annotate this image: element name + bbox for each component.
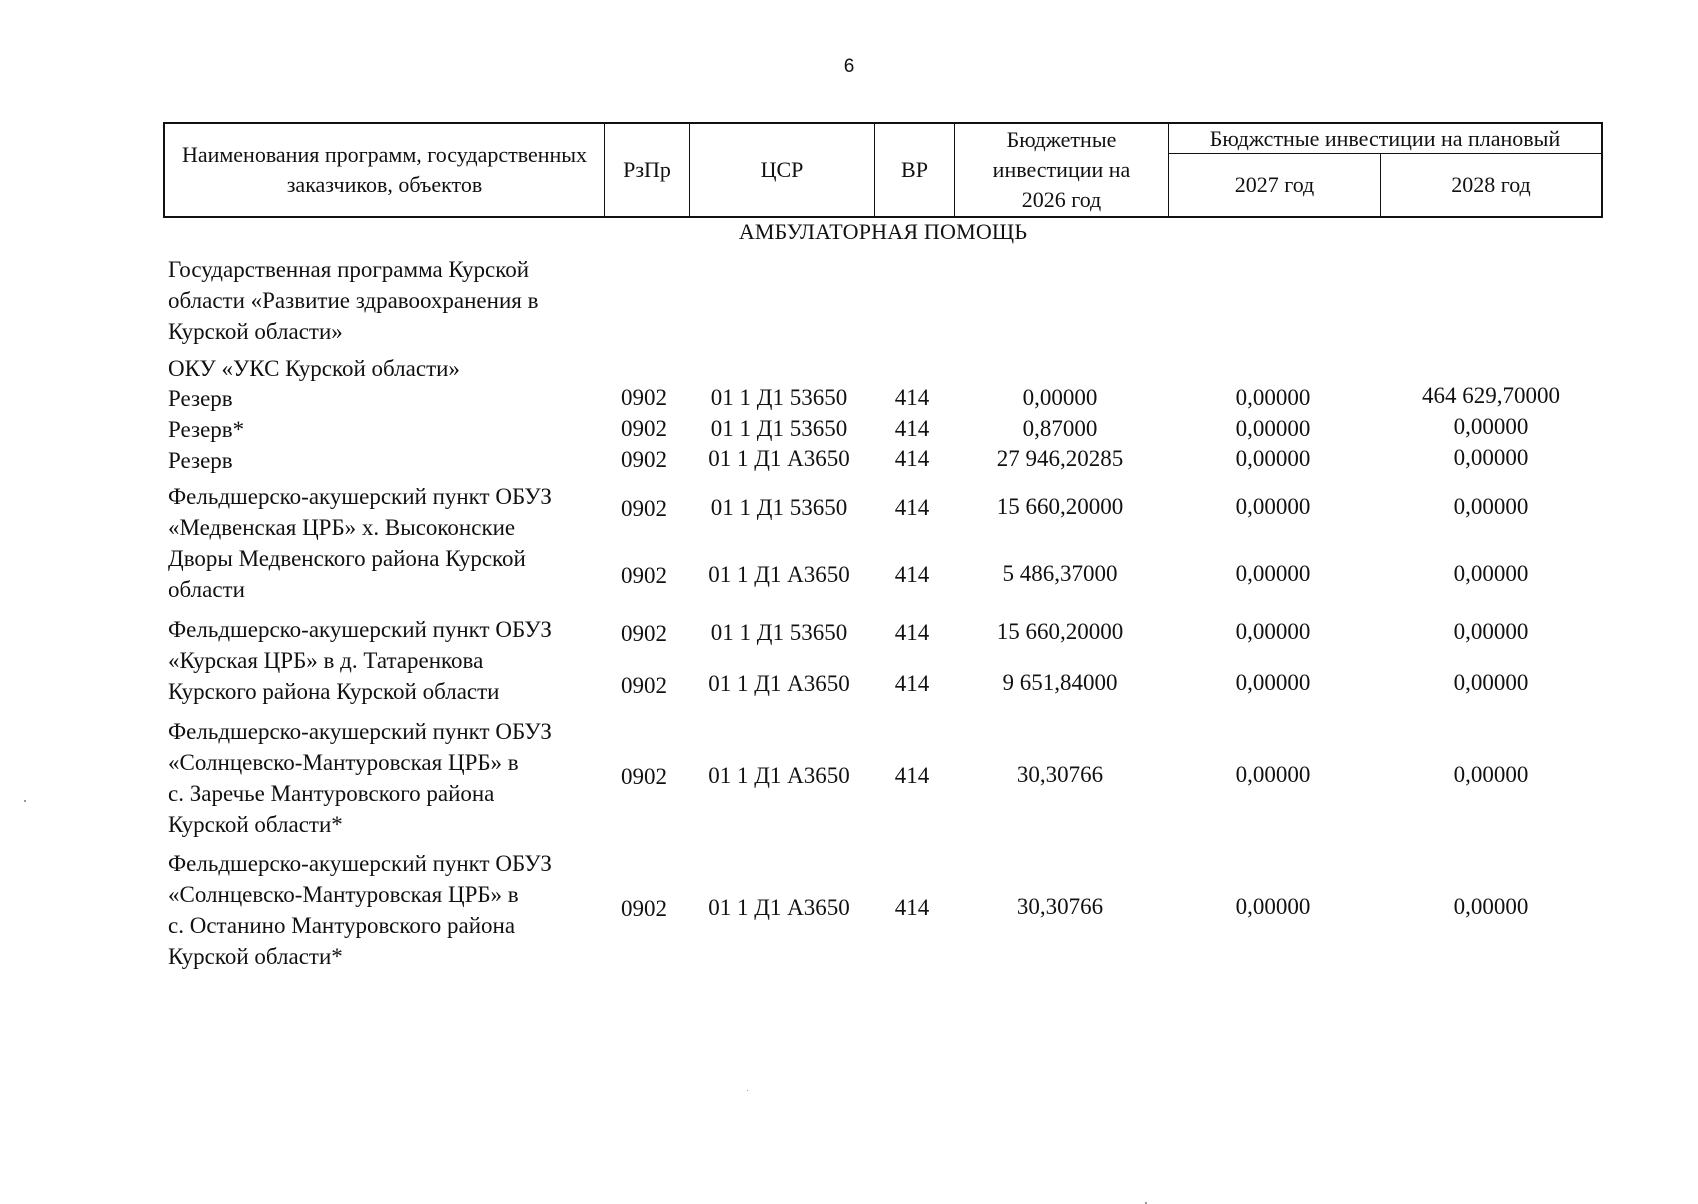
object-name-line: Фельдшерско-акушерский пункт ОБУЗ xyxy=(168,851,552,876)
row-name: Резерв xyxy=(168,448,233,473)
row-2027: 0,00000 xyxy=(1235,416,1311,441)
header-rzpr-column: РзПр xyxy=(605,124,690,216)
object-name-line: Фельдшерско-акушерский пункт ОБУЗ xyxy=(168,719,552,744)
row-2026: 27 946,20285 xyxy=(996,446,1124,471)
entry-2028: 0,00000 xyxy=(1453,494,1529,519)
program-line: области «Развитие здравоохранения в xyxy=(168,288,539,313)
entry-2027: 0,00000 xyxy=(1235,894,1311,919)
row-2028: 0,00000 xyxy=(1453,445,1529,470)
row-rzpr: 0902 xyxy=(621,385,667,410)
header-vr-column: ВР xyxy=(875,124,955,216)
header-csr-column: ЦСР xyxy=(690,124,875,216)
header-name-column: Наименования программ, государственных заказчиков, объектов xyxy=(165,124,605,216)
object-name-line: с. Заречье Мантуровского района xyxy=(168,781,495,806)
entry-vr: 414 xyxy=(894,495,930,520)
entry-csr: 01 1 Д1 53650 xyxy=(710,495,848,520)
entry-2027: 0,00000 xyxy=(1235,670,1311,695)
entry-rzpr: 0902 xyxy=(621,764,667,789)
program-line: Государственная программа Курской xyxy=(168,257,530,282)
entry-rzpr: 0902 xyxy=(621,563,667,588)
entry-csr: 01 1 Д1 А3650 xyxy=(708,671,850,696)
entry-csr: 01 1 Д1 А3650 xyxy=(708,895,850,920)
entry-2027: 0,00000 xyxy=(1235,619,1311,644)
entry-2027: 0,00000 xyxy=(1235,561,1311,586)
entry-vr: 414 xyxy=(894,562,930,587)
entry-csr: 01 1 Д1 53650 xyxy=(710,620,848,645)
object-name-line: «Солнцевско-Мантуровская ЦРБ» в xyxy=(168,882,519,907)
object-name-line: Дворы Медвенского района Курской xyxy=(168,546,526,571)
entry-2028: 0,00000 xyxy=(1453,894,1529,919)
object-name-line: «Курская ЦРБ» в д. Татаренкова xyxy=(168,648,484,673)
row-2028: 464 629,70000 xyxy=(1422,383,1560,408)
entry-csr: 01 1 Д1 А3650 xyxy=(708,562,850,587)
row-2026: 0,00000 xyxy=(1022,385,1098,410)
entry-2026: 5 486,37000 xyxy=(1002,561,1118,586)
row-csr: 01 1 Д1 53650 xyxy=(710,416,848,441)
header-planned-period: Бюджстные инвестиции на плановый xyxy=(1169,124,1601,154)
entry-2027: 0,00000 xyxy=(1235,762,1311,787)
row-2028: 0,00000 xyxy=(1453,414,1529,439)
program-line: Курской области» xyxy=(168,319,343,344)
entry-csr: 01 1 Д1 А3650 xyxy=(708,763,850,788)
object-name-line: Курской области* xyxy=(168,944,343,969)
entry-rzpr: 0902 xyxy=(621,496,667,521)
section-title: АМБУЛАТОРНАЯ ПОМОЩЬ xyxy=(738,219,1028,244)
object-name-line: Фельдшерско-акушерский пункт ОБУЗ xyxy=(168,484,552,509)
object-name-line: Фельдшерско-акушерский пункт ОБУЗ xyxy=(168,617,552,642)
object-name-line: с. Останино Мантуровского района xyxy=(168,913,516,938)
entry-2028: 0,00000 xyxy=(1453,670,1529,695)
entry-2026: 30,30766 xyxy=(1016,894,1104,919)
row-rzpr: 0902 xyxy=(621,447,667,472)
scan-speck xyxy=(747,1090,748,1091)
header-2028-column: 2028 год xyxy=(1451,172,1531,197)
row-csr: 01 1 Д1 53650 xyxy=(710,385,848,410)
entry-2026: 15 660,20000 xyxy=(996,619,1124,644)
row-csr: 01 1 Д1 А3650 xyxy=(708,446,850,471)
entry-vr: 414 xyxy=(894,763,930,788)
object-name-line: Курского района Курской области xyxy=(168,679,500,704)
entry-2026: 9 651,84000 xyxy=(1002,670,1118,695)
entry-rzpr: 0902 xyxy=(621,673,667,698)
customer-name: ОКУ «УКС Курской области» xyxy=(168,356,460,381)
row-vr: 414 xyxy=(894,385,930,410)
entry-rzpr: 0902 xyxy=(621,621,667,646)
entry-rzpr: 0902 xyxy=(621,896,667,921)
entry-2026: 30,30766 xyxy=(1016,762,1104,787)
row-2027: 0,00000 xyxy=(1235,446,1311,471)
page-number: 6 xyxy=(843,56,855,77)
row-rzpr: 0902 xyxy=(621,416,667,441)
object-name-line: «Солнцевско-Мантуровская ЦРБ» в xyxy=(168,750,519,775)
object-name-line: области xyxy=(168,577,245,602)
object-name-line: «Медвенская ЦРБ» х. Высоконские xyxy=(168,515,516,540)
entry-vr: 414 xyxy=(894,895,930,920)
entry-2028: 0,00000 xyxy=(1453,561,1529,586)
entry-vr: 414 xyxy=(894,671,930,696)
entry-2027: 0,00000 xyxy=(1235,494,1311,519)
object-name-line: Курской области* xyxy=(168,812,343,837)
row-2027: 0,00000 xyxy=(1235,385,1311,410)
table-header xyxy=(163,122,1603,218)
header-2026-column: Бюджетные инвестиции на 2026 год xyxy=(955,124,1169,216)
entry-2028: 0,00000 xyxy=(1453,619,1529,644)
entry-2028: 0,00000 xyxy=(1453,762,1529,787)
row-vr: 414 xyxy=(894,446,930,471)
row-vr: 414 xyxy=(894,416,930,441)
scan-speck xyxy=(24,800,26,802)
row-name: Резерв* xyxy=(168,417,245,442)
row-name: Резерв xyxy=(168,386,233,411)
header-2027-column: 2027 год xyxy=(1169,154,1381,216)
entry-2026: 15 660,20000 xyxy=(996,494,1124,519)
row-2026: 0,87000 xyxy=(1022,416,1098,441)
entry-vr: 414 xyxy=(894,620,930,645)
